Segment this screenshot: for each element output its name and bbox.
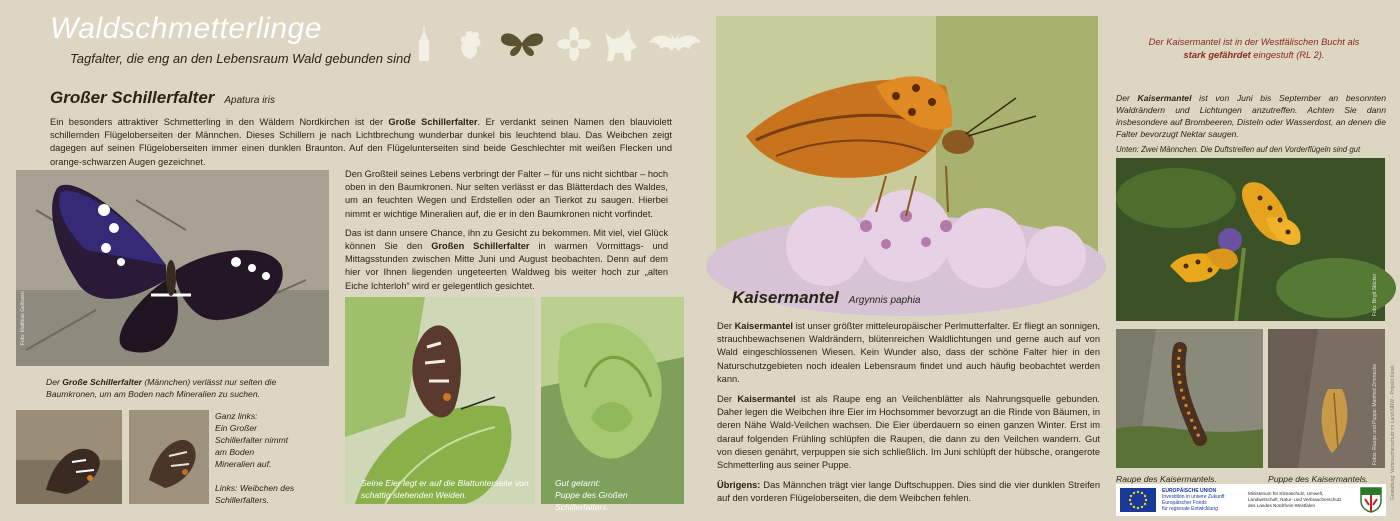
photo-credit: Foto: Birgit Stöcker (1372, 273, 1378, 316)
ministry-text: Ministerium für Klimaschutz, Umwelt, Landwirtschaft, Natur- und Verbraucherschutz des Landes Nordrhein-Westfalen (1248, 491, 1342, 508)
photo-emperor-female (129, 410, 209, 504)
photo-egg-laying-on-leaf (345, 297, 535, 504)
photo-pupa-on-leaf (541, 297, 684, 512)
caption-small-photos: Ganz links: Ein Großer Schillerfalter nimmt am Boden Mineralien auf. Links: Weibchen des Schillerfalters. (215, 411, 295, 505)
caption-kaisermantel-pupa: Puppe des Kaisermantels. (1268, 474, 1369, 484)
funding-logos (1116, 484, 1386, 516)
photo-kaisermantel-pupa (1268, 329, 1385, 468)
section-heading-schillerfalter (50, 88, 275, 108)
photo-emperor-on-ground (16, 410, 122, 504)
photo-silver-washed-fritillary (716, 16, 1098, 278)
design-credit: Gestaltung: Verbraucherschutz im Land NRW - Projekt Kiosk (1390, 365, 1396, 500)
caption-pair: Unten: Zwei Männchen. Die Duftstreifen auf den Vorderflügeln sind gut (1116, 145, 1361, 154)
photo-purple-emperor-male (16, 170, 329, 366)
photo-two-males-on-thistle (1116, 158, 1385, 321)
wolf-icon (601, 25, 639, 63)
bat-icon (647, 25, 703, 63)
section-heading-kaisermantel (732, 288, 921, 308)
kaisermantel-heading-text: Kaisermantel (732, 288, 839, 307)
schillerfalter-latin-name: Apatura iris (224, 95, 275, 106)
page-subtitle: Tagfalter, die eng an den Lebensraum Wald gebunden sind (70, 51, 411, 66)
photo-credit: Fotos: Raupe und Puppe: Manfred Zimmecke (1372, 363, 1378, 465)
caption-caterpillar: Raupe des Kaisermantels. (1116, 474, 1217, 484)
butterfly-icon (497, 25, 535, 63)
habitat-icon-row (405, 24, 685, 64)
oak-leaf-icon (451, 25, 489, 63)
eu-text: EUROPÄISCHE UNION Investition in unsere Zukunft Europäischer Fonds für regionale Entwicklung (1162, 488, 1225, 512)
eu-flag-icon (1120, 488, 1156, 512)
page-title: Waldschmetterlinge (50, 12, 322, 45)
kaisermantel-text: Der Kaisermantel ist unser größter mitteleuropäischer Perlmutterfalter. Er fliegt an sonnigen, strauchbewachsenen Waldrändern, blütenreichen Waldlichtungen und gerne auch auf von Wald eingeschlossenen Wiesen. Kein Wunder also, dass der schöne Falter hier in den Naturschutzgebieten noch idealen Lebensraum findet und auch häufig beobachtet werden kann. Der Kaisermantel ist als Raupe eng an Veilchenblätter als Nahrungsquelle gebunden. Daher legen die Weibchen ihre Eier im Hochsommer bevorzugt an die Rinde von Bäumen, in deren Nähe Wald-Veilchen wachsen. Die Eier überdauern so einen ganzen Winter. Erst im darauf folgenden Frühling schlüpfen die Raupen, die dann zu den Veilchen wandern. Gut von diesen genährt, verpuppen sie sich schließlich. Im Juni schlüpft der hübsche, orangerote Schmetterling aus seiner Puppe. Übrigens: Das Männchen trägt vier lange Duftschuppen. Dies sind die vier dunklen Streifen auf den vorderen Flügeloberseiten, die dem Weibchen fehlen. (717, 321, 1100, 504)
church-icon (405, 25, 443, 63)
caption-egg-laying: Seine Eier legt er auf die Blattunterseite von schattig stehenden Weiden. (361, 478, 529, 500)
kaisermantel-latin-name: Argynnis paphia (848, 295, 921, 306)
schillerfalter-intro: Ein besonders attraktiver Schmetterling in den Wäldern Nordkirchen ist der Große Schillerfalter. Er verdankt seinen Namen den blauviolett schillernden Flügeloberseiten der Männchen. Dieses Schillern je nach Lichtbrechung wunderbar dunkel bis leuchtend blau. Das Weibchen zeigt dagegen auf seinen Flügeloberseiten immer einen dunklen Braunton. Auf den Flügelunterseiten sind beide Geschlechter mit weißen Flecken und orange-schwarzen Augen gezeichnet. (50, 117, 672, 167)
schillerfalter-heading-text: Großer Schillerfalter (50, 88, 215, 107)
photo-credit: Foto: Matthias Gellissen (20, 291, 26, 345)
flower-icon (555, 25, 593, 63)
nrw-coat-of-arms-icon (1360, 487, 1382, 513)
caption-purple-emperor: Der Große Schillerfalter (Männchen) verlässt nur selten die Baumkronen, um am Boden nach Mineralien zu suchen. (46, 377, 277, 399)
kaisermantel-side-note: Der Kaisermantel ist von Juni bis September an besonnten Waldrändern und Lichtungen anzutreffen. Achten Sie dann insbesondere auf Brombeeren, Disteln oder Wasserdost, an denen die Falter bevorzugt Nektar saugen. (1116, 93, 1386, 139)
red-list-note: Der Kaisermantel ist in der Westfälischen Bucht als stark gefährdet eingestuft (RL 2). (1148, 37, 1360, 60)
schillerfalter-text-col2: Den Großteil seines Lebens verbringt der Falter – für uns nicht sichtbar – hoch oben in den Baumkronen. Nur selten verlässt er das Blätterdach des Waldes, um an feuchten Wegen und Erdstellen oder an Tierkot zu saugen. Hierbei nimmt er wichtige Mineralien auf, die er in den Baumkronen nicht vorfindet. Das ist dann unsere Chance, ihn zu Gesicht zu bekommen. Mit viel, viel Glück können Sie den Großen Schillerfalter in warmen Vormittags- und Mittagsstunden zwischen Mitte Juni und August beobachten. Denn auf dem hier vor Ihnen liegenden ungeteerten Waldweg bis weiter hoch zur „alten Eiche Ichterloh“ wird er gelegentlich gesichtet. (345, 169, 668, 291)
caption-pupa: Gut getarnt: Puppe des Großen Schillerfalters. (555, 478, 628, 512)
photo-caterpillar (1116, 329, 1263, 468)
